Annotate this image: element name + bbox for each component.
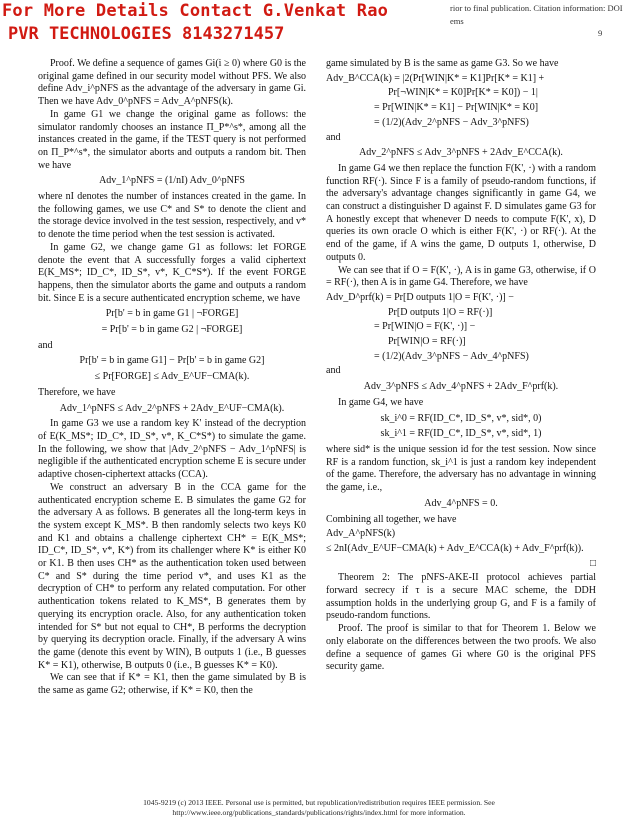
right-column [326,58,596,674]
equation-adv1-bound: Adv_1^pNFS ≤ Adv_2^pNFS + 2Adv_E^UF−CMA(k). [59,402,285,414]
equation-cca-a: Adv_B^CCA(k) = |2(Pr[WIN|K* = K1]Pr[K* = K1] + [326,72,545,84]
proof-paragraph: Proof. We define a sequence of games Gi(i ≥ 0) where G0 is the original game defined in our security model without PFS. We also define Adv_i^pNFS as the advantage of the adversary in game Gi. Then we have Adv_0^pNFS = Adv_A^pNFS(k). [38,58,306,108]
game-g1-paragraph: In game G1 we change the original game as follows: the simulator randomly chooses an instance Π_P*^s*, among all the instances created in the game, if the TEST query is not performed on Π_P*^s*, the simulator aborts and outputs a random bit. Then we have [38,108,306,171]
game-g4-have-text: In game G4, we have [338,396,424,408]
equation-prf-c: = Pr[WIN|O = F(K', ·)] − [374,321,476,333]
proof-theorem-2: Proof. The proof is similar to that for Theorem 1. Below we only elaborate on the differences between the two proofs. We also define a sequence of games Gi where G0 is the original PFS security game. [326,623,596,673]
equation-prf-e: = (1/2)(Adv_3^pNFS − Adv_4^pNFS) [374,350,529,362]
header-line-2: ems [450,16,464,26]
equation-adv3-bound: Adv_3^pNFS ≤ Adv_4^pNFS + 2Adv_F^prf(k). [363,381,559,393]
page-number: 9 [598,28,603,38]
game-g2-paragraph: In game G2, we change game G1 as follows: let FORGE denote the event that A successfully forges a valid ciphertext E(K_MS*; ID_C*, ID_S*, v*, K_C*S*). If the event FORGE happens, then the simulator aborts the game and outputs a random bit. Since E is a secure authenticated encryption scheme, we have [38,241,306,304]
theorem-2: Theorem 2: The pNFS-AKE-II protocol achieves partial forward secrecy if τ is a secure MAC scheme, the DDH assumption holds in the underlying group G, and F is a family of pseudo-random functions. [326,572,596,622]
adversary-construction-paragraph: We construct an adversary B in the CCA game for the authenticated encryption scheme E. B simulates the game G2 for the adversary A as follows. B generates all the long-term keys in the system except K_MS*. B then randomly selects two keys K0 and K1 and obtains a challenge ciphertext CH* = E(K_MS*; ID_C*, ID_S*, v*, K*) from its challenger where K* is either K0 or K1. B then uses CH* as the authentication token used between C* and S* during the time period v*, and uses K1 as the decryption of CH* to perform any related computation. For other authentication tokens related to K_MS*, B generates them by querying its encryption oracle. Also, for any authentication token intended for S* but not equal to CH*, B performs the decryption by querying its decryption oracle. Finally, if the adversary A wins the game (denote this event by WIN), B outputs 1 (i.e., B guesses K* = K1), otherwise, B outputs 0 (i.e., B guesses K* = K0). [38,481,306,671]
ieee-footer [0,798,638,818]
left-column [38,58,306,698]
equation-prf-b: Pr[D outputs 1|O = RF(·)] [388,306,493,318]
equation-sk0: sk_i^0 = RF(ID_C*, ID_S*, v*, sid*, 0) [380,412,542,424]
equation-prf-d: Pr[WIN|O = RF(·)] [388,336,466,348]
qed-symbol: □ [589,557,596,569]
equation-sk1: sk_i^1 = RF(ID_C*, ID_S*, v*, sid*, 1) [380,428,542,440]
equation-cca-b: Pr[¬WIN|K* = K0]Pr[K* = K0]) − 1| [388,87,538,99]
equation-cca-c: = Pr[WIN|K* = K1] − Pr[WIN|K* = K0] [374,102,539,114]
game-g4-paragraph: In game G4 we then replace the function F(K', ·) with a random function RF(·). Since F is a family of pseudo-random functions, if the adversary's advantage changes significantly in game G4, we can construct a distinguisher D against F. D simulates game G3 for A honestly except that whenever D needs to compute F(K', x), D queries its own oracle O which is either F(K', ·) or RF(·). At the end of the game, if A wins the game, D outputs 1, otherwise, D outputs 0. [326,162,596,263]
equation-forge-a: Pr[b' = b in game G1 | ¬FORGE] [105,308,239,320]
equation-adv2-bound: Adv_2^pNFS ≤ Adv_3^pNFS + 2Adv_E^CCA(k). [359,147,563,159]
banner-line-2: PVR TECHNOLOGIES 8143271457 [8,24,285,44]
banner-line-1: For More Details Contact G.Venkat Rao [2,1,389,21]
continuation-paragraph: game simulated by B is the same as game G3. So we have [326,58,559,69]
equation-forge-b: = Pr[b' = b in game G2 | ¬FORGE] [101,324,243,336]
and-text: and [326,365,341,377]
and-text: and [326,131,341,143]
equation-prf-a: Adv_D^prf(k) = Pr[D outputs 1|O = F(K', ·)] − [326,291,514,303]
footer-line-2: http://www.ieee.org/publications_standards/publications/rights/index.html for more information. [172,808,466,817]
and-text: and [38,339,53,351]
equation-adv1: Adv_1^pNFS = (1/nI) Adv_0^pNFS [99,175,245,187]
equation-diff-b: ≤ Pr[FORGE] ≤ Adv_E^UF−CMA(k). [94,371,250,383]
ni-definition-paragraph: where nI denotes the number of instances created in the game. In the following games, we use C* and S* to denote the client and the storage device involved in the test session, respectively, and v* to denote the time period when the test session is activated. [38,191,306,241]
header-line-1: rior to final publication. Citation information: DOI [450,3,623,13]
game-simulation-paragraph: We can see that if K* = K1, then the game simulated by B is the same as game G2; otherwise, if K* = K0, then the [38,672,306,697]
oracle-paragraph: We can see that if O = F(K', ·), A is in game G3, otherwise, if O = RF(·), then A is in game G4. Therefore, we have [326,264,596,289]
therefore-text: Therefore, we have [38,386,116,398]
equation-final-b: ≤ 2nI(Adv_E^UF−CMA(k) + Adv_E^CCA(k) + Adv_F^prf(k)). [326,542,584,554]
footer-line-1: 1045-9219 (c) 2013 IEEE. Personal use is permitted, but republication/redistribution requires IEEE permission. See [143,798,495,807]
equation-diff-a: Pr[b' = b in game G1] − Pr[b' = b in game G2] [79,355,265,367]
combining-text: Combining all together, we have [326,513,457,525]
equation-final-a: Adv_A^pNFS(k) [326,528,396,540]
contact-banner [0,0,448,48]
running-header [450,2,623,28]
equation-cca-d: = (1/2)(Adv_2^pNFS − Adv_3^pNFS) [374,116,529,128]
equation-adv4-zero: Adv_4^pNFS = 0. [424,497,498,509]
game-g3-paragraph: In game G3 we use a random key K' instead of the decryption of E(K_MS*; ID_C*, ID_S*, v*, K_C*S*) to simulate the game. In the following, we show that |Adv_2^pNFS − Adv_1^pNFS| is negligible if the authenticated encryption scheme E is secure under adaptive chosen-ciphertext attacks (CCA). [38,418,306,481]
sid-paragraph: where sid* is the unique session id for the test session. Now since RF is a random function, sk_i^1 is just a random key independent of the game. Therefore, the adversary has no advantage in winning the game, i.e., [326,443,596,494]
